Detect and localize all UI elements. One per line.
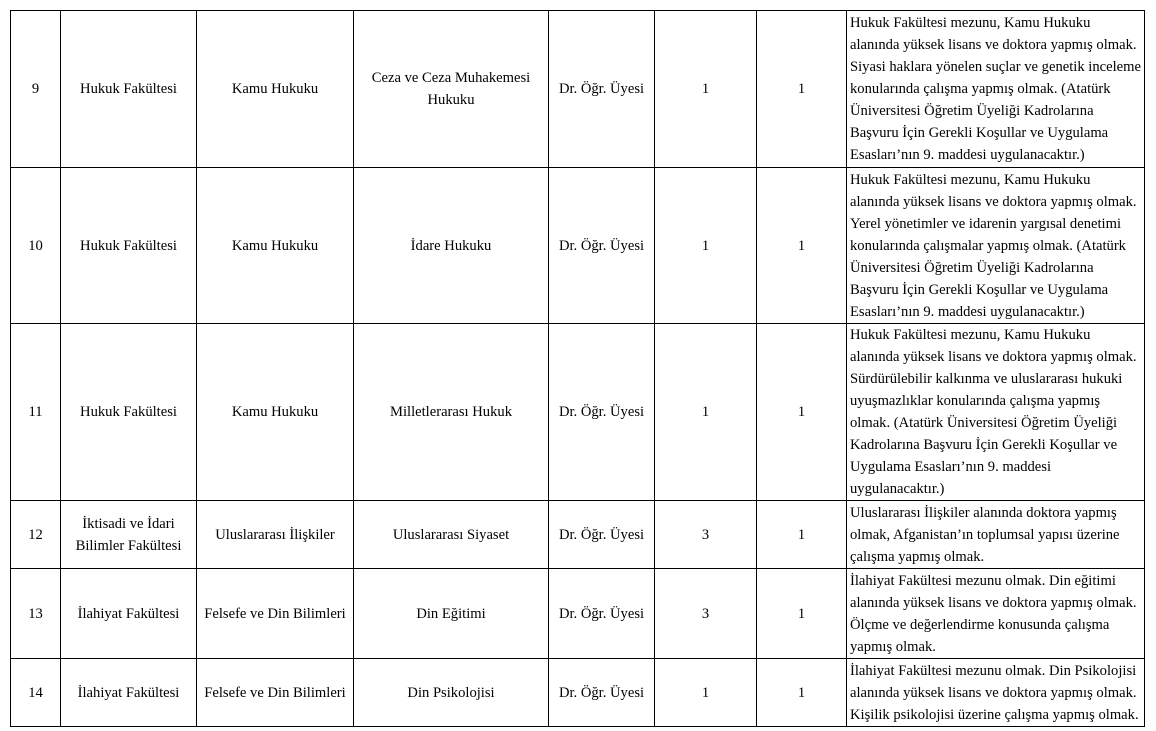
row-number-cell: 14: [11, 659, 61, 727]
discipline-cell: Milletlerarası Hukuk: [354, 324, 549, 501]
title-cell: Dr. Öğr. Üyesi: [549, 168, 655, 324]
table-row: [11, 501, 1145, 569]
degree-cell: 1: [655, 168, 757, 324]
table-row: [11, 659, 1145, 727]
row-number-cell: 13: [11, 569, 61, 659]
table-row: [11, 11, 1145, 168]
requirements-cell: Hukuk Fakültesi mezunu, Kamu Hukuku alanında yüksek lisans ve doktora yapmış olmak. Yerel yönetimler ve idarenin yargısal denetimi konularında çalışmalar yapmış olmak. (Atatürk Üniversitesi Öğretim Üyeliği Kadrolarına Başvuru İçin Gerekli Koşullar ve Uygulama Esasları’nın 9. maddesi uygulanacaktır.): [847, 168, 1145, 324]
count-cell: 1: [757, 659, 847, 727]
title-cell: Dr. Öğr. Üyesi: [549, 324, 655, 501]
table-row: [11, 324, 1145, 501]
row-number-cell: 11: [11, 324, 61, 501]
positions-table: [10, 10, 1145, 727]
discipline-cell: Ceza ve Ceza Muhakemesi Hukuku: [354, 11, 549, 168]
degree-cell: 1: [655, 324, 757, 501]
row-number-cell: 9: [11, 11, 61, 168]
department-cell: Felsefe ve Din Bilimleri: [197, 569, 354, 659]
requirements-cell: İlahiyat Fakültesi mezunu olmak. Din Psikolojisi alanında yüksek lisans ve doktora yapmış olmak. Kişilik psikolojisi üzerine çalışma yapmış olmak.: [847, 659, 1145, 727]
degree-cell: 3: [655, 569, 757, 659]
department-cell: Kamu Hukuku: [197, 324, 354, 501]
requirements-cell: Hukuk Fakültesi mezunu, Kamu Hukuku alanında yüksek lisans ve doktora yapmış olmak. Siyasi haklara yönelen suçlar ve genetik inceleme konularında çalışma yapmış olmak. (Atatürk Üniversitesi Öğretim Üyeliği Kadrolarına Başvuru İçin Gerekli Koşullar ve Uygulama Esasları’nın 9. maddesi uygulanacaktır.): [847, 11, 1145, 168]
table-row: [11, 168, 1145, 324]
table-row: [11, 569, 1145, 659]
row-number-cell: 12: [11, 501, 61, 569]
discipline-cell: Uluslararası Siyaset: [354, 501, 549, 569]
department-cell: Felsefe ve Din Bilimleri: [197, 659, 354, 727]
degree-cell: 1: [655, 659, 757, 727]
faculty-cell: Hukuk Fakültesi: [61, 168, 197, 324]
title-cell: Dr. Öğr. Üyesi: [549, 659, 655, 727]
faculty-cell: Hukuk Fakültesi: [61, 11, 197, 168]
count-cell: 1: [757, 324, 847, 501]
title-cell: Dr. Öğr. Üyesi: [549, 569, 655, 659]
faculty-cell: İktisadi ve İdari Bilimler Fakültesi: [61, 501, 197, 569]
requirements-cell: İlahiyat Fakültesi mezunu olmak. Din eğitimi alanında yüksek lisans ve doktora yapmış olmak. Ölçme ve değerlendirme konusunda çalışma yapmış olmak.: [847, 569, 1145, 659]
department-cell: Uluslararası İlişkiler: [197, 501, 354, 569]
department-cell: Kamu Hukuku: [197, 11, 354, 168]
count-cell: 1: [757, 569, 847, 659]
faculty-cell: İlahiyat Fakültesi: [61, 569, 197, 659]
faculty-cell: Hukuk Fakültesi: [61, 324, 197, 501]
department-cell: Kamu Hukuku: [197, 168, 354, 324]
row-number-cell: 10: [11, 168, 61, 324]
discipline-cell: İdare Hukuku: [354, 168, 549, 324]
title-cell: Dr. Öğr. Üyesi: [549, 11, 655, 168]
discipline-cell: Din Psikolojisi: [354, 659, 549, 727]
degree-cell: 1: [655, 11, 757, 168]
count-cell: 1: [757, 11, 847, 168]
degree-cell: 3: [655, 501, 757, 569]
count-cell: 1: [757, 501, 847, 569]
requirements-cell: Uluslararası İlişkiler alanında doktora yapmış olmak, Afganistan’ın toplumsal yapısı üzerine çalışma yapmış olmak.: [847, 501, 1145, 569]
faculty-cell: İlahiyat Fakültesi: [61, 659, 197, 727]
count-cell: 1: [757, 168, 847, 324]
requirements-cell: Hukuk Fakültesi mezunu, Kamu Hukuku alanında yüksek lisans ve doktora yapmış olmak. Sürdürülebilir kalkınma ve uluslararası hukuki uyuşmazlıklar konularında çalışma yapmış olmak. (Atatürk Üniversitesi Öğretim Üyeliği Kadrolarına Başvuru İçin Gerekli Koşullar ve Uygulama Esasları’nın 9. maddesi uygulanacaktır.): [847, 324, 1145, 501]
title-cell: Dr. Öğr. Üyesi: [549, 501, 655, 569]
discipline-cell: Din Eğitimi: [354, 569, 549, 659]
